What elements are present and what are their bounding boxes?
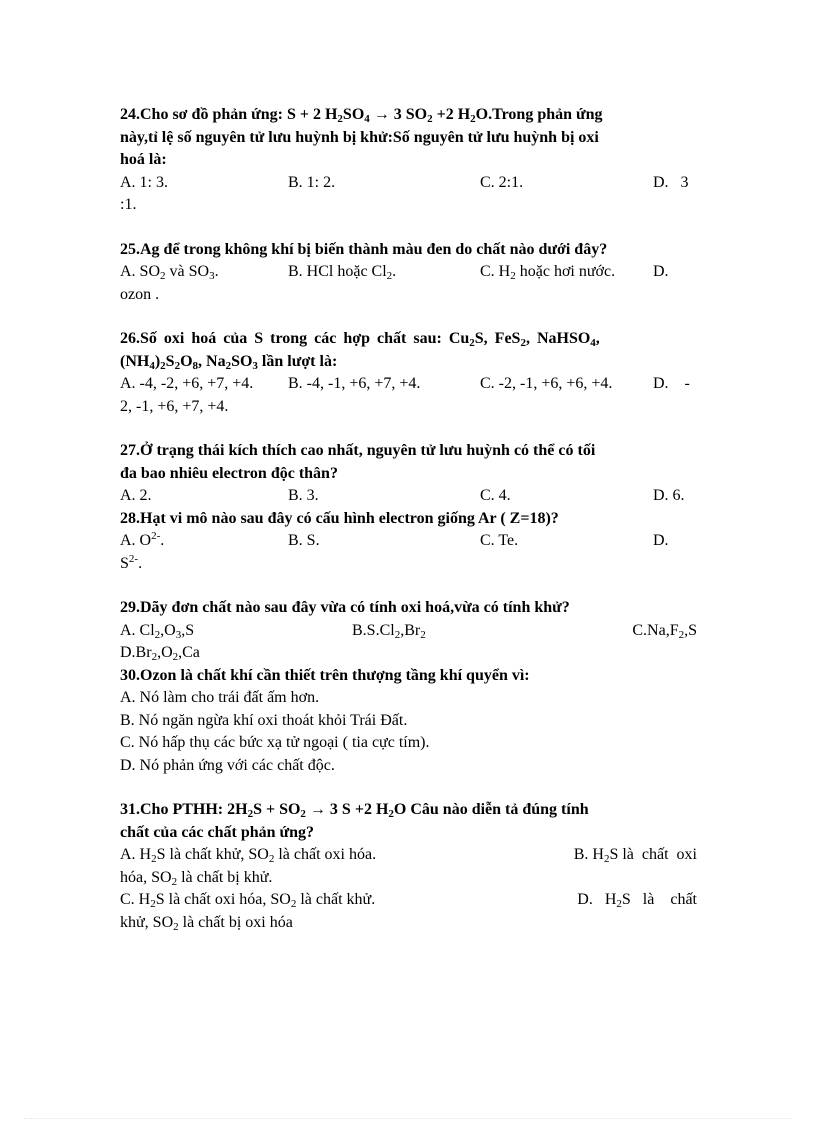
option-d[interactable]: D. $H_2S$ là chất (577, 891, 697, 910)
question-31 (120, 799, 697, 934)
option-c[interactable]: C. Te. (480, 532, 519, 549)
option-a[interactable]: A. 1: 3. (120, 173, 168, 191)
option-b-continued: hóa, $SO_2$ là chất bị khử. (120, 868, 273, 888)
option-d-continued: ozon . (120, 285, 160, 303)
option-a[interactable]: A. $SO_2$ và $SO_3$. (120, 263, 219, 282)
question-26-stem-line-2: $(NH_4)_2S_2O_8$, $Na_2SO_3$ lần lượt là: (120, 352, 338, 372)
option-c[interactable]: C. $H_2$ hoặc hơi nước. (480, 263, 616, 282)
option-b[interactable]: B. HCl hoặc $Cl_2$. (288, 263, 397, 282)
option-d-continued: :1. (120, 196, 137, 213)
question-25-options (120, 261, 697, 284)
option-a[interactable]: A. Nó làm cho trái đất ấm hơn. (120, 689, 320, 706)
option-b[interactable]: B. S. (288, 532, 320, 549)
option-c[interactable]: $C.Na,F_2,S$ (632, 621, 697, 641)
question-27-stem: 27.Ở trạng thái kích thích cao nhất, nguyên tử lưu huỳnh có thể có tối (120, 442, 596, 459)
question-31-options-row-1 (120, 844, 697, 867)
question-24-stem: 24.Cho sơ đồ phản ứng: S + 2 $H_2SO_4 \to 3$ $SO_2 +2$ $H_2O.Trong$ phản ứng (120, 106, 603, 125)
question-26-options (120, 373, 697, 396)
option-c[interactable]: C. 4. (480, 487, 511, 504)
option-c[interactable]: C. 2:1. (480, 173, 524, 191)
option-d[interactable]: D. (653, 263, 669, 280)
option-b[interactable]: B. -4, -1, +6, +7, +4. (288, 375, 421, 392)
question-26-stem: 26.Số oxi hoá của S trong các hợp chất sau: $Cu_2S$, FeS$_2$, NaHSO$_4$, (120, 330, 600, 349)
page-bottom-border (24, 1118, 792, 1119)
option-d[interactable]: D. Nó phản ứng với các chất độc. (120, 756, 335, 774)
option-d[interactable]: D. 3 (653, 173, 689, 191)
question-30-stem: 30.Ozon là chất khí cần thiết trên thượng tầng khí quyển vì: (120, 666, 530, 684)
question-27-stem-line-2: đa bao nhiêu electron độc thân? (120, 464, 338, 482)
option-c[interactable]: C. Nó hấp thụ các bức xạ tử ngoại ( tia cực tím). (120, 734, 430, 751)
question-30 (120, 665, 697, 778)
question-31-stem-line-2: chất của các chất phản ứng? (120, 823, 315, 841)
question-25-stem: 25.Ag để trong không khí bị biến thành màu đen do chất nào dưới đây? (120, 240, 608, 258)
question-27 (120, 440, 697, 508)
option-b[interactable]: B. $H_2S$ là chất oxi (573, 846, 697, 865)
question-24 (120, 104, 697, 217)
question-24-stem-line-2: này,tỉ lệ số nguyên tử lưu huỳnh bị khử:Số nguyên tử lưu huỳnh bị oxi (120, 128, 599, 146)
question-29-stem: 29.Dãy đơn chất nào sau đây vừa có tính oxi hoá,vừa có tính khử? (120, 599, 570, 616)
option-b[interactable]: B. 3. (288, 487, 319, 504)
option-d-continued: khử, $SO_2$ là chất bị oxi hóa (120, 913, 293, 933)
option-b[interactable]: B. Nó ngăn ngừa khí oxi thoát khỏi Trái Đất. (120, 711, 408, 729)
option-d-continued: 2, -1, +6, +7, +4. (120, 397, 229, 415)
question-29 (120, 597, 697, 665)
option-a[interactable]: A. $O^{2-}$. (120, 530, 165, 549)
question-26 (120, 328, 697, 418)
question-31-options-row-2 (120, 889, 697, 912)
option-d-continued: $S^{2-}$. (120, 552, 143, 572)
question-28-stem: 28.Hạt vi mô nào sau đây có cấu hình electron giống Ar ( Z=18)? (120, 509, 559, 527)
option-a[interactable]: A. 2. (120, 487, 152, 504)
question-31-stem: 31.Cho PTHH: $2H_2S + SO_2 \to 3$ S +2 $H_2O$ Câu nào diễn tả đúng tính (120, 801, 589, 820)
question-24-stem-line-3: hoá là: (120, 151, 167, 168)
option-d[interactable]: D. (653, 532, 669, 549)
question-24-options (120, 172, 697, 195)
option-c[interactable]: C. $H_2S$ là chất oxi hóa, $SO_2$ là chất khử. (120, 891, 376, 910)
question-28-options (120, 530, 697, 553)
question-25 (120, 239, 697, 307)
question-28 (120, 508, 697, 576)
option-c[interactable]: C. -2, -1, +6, +6, +4. (480, 375, 613, 392)
option-b[interactable]: $B.S.Cl_2,Br_2$ (352, 621, 426, 641)
option-a[interactable]: A. $Cl_2,O_3,S$ (120, 621, 195, 641)
question-27-options (120, 485, 697, 508)
option-b[interactable]: B. 1: 2. (288, 173, 336, 191)
option-d[interactable]: D. 6. (653, 487, 685, 504)
option-a[interactable]: A. $H_2S$ là chất khử, $SO_2$ là chất oxi hóa. (120, 846, 377, 865)
exam-page (120, 104, 697, 934)
option-a[interactable]: A. -4, -2, +6, +7, +4. (120, 375, 254, 392)
option-d[interactable]: $D.Br_2,O_2,Ca$ (120, 644, 200, 663)
option-d[interactable]: D. - (653, 375, 690, 392)
question-29-options (120, 620, 697, 643)
